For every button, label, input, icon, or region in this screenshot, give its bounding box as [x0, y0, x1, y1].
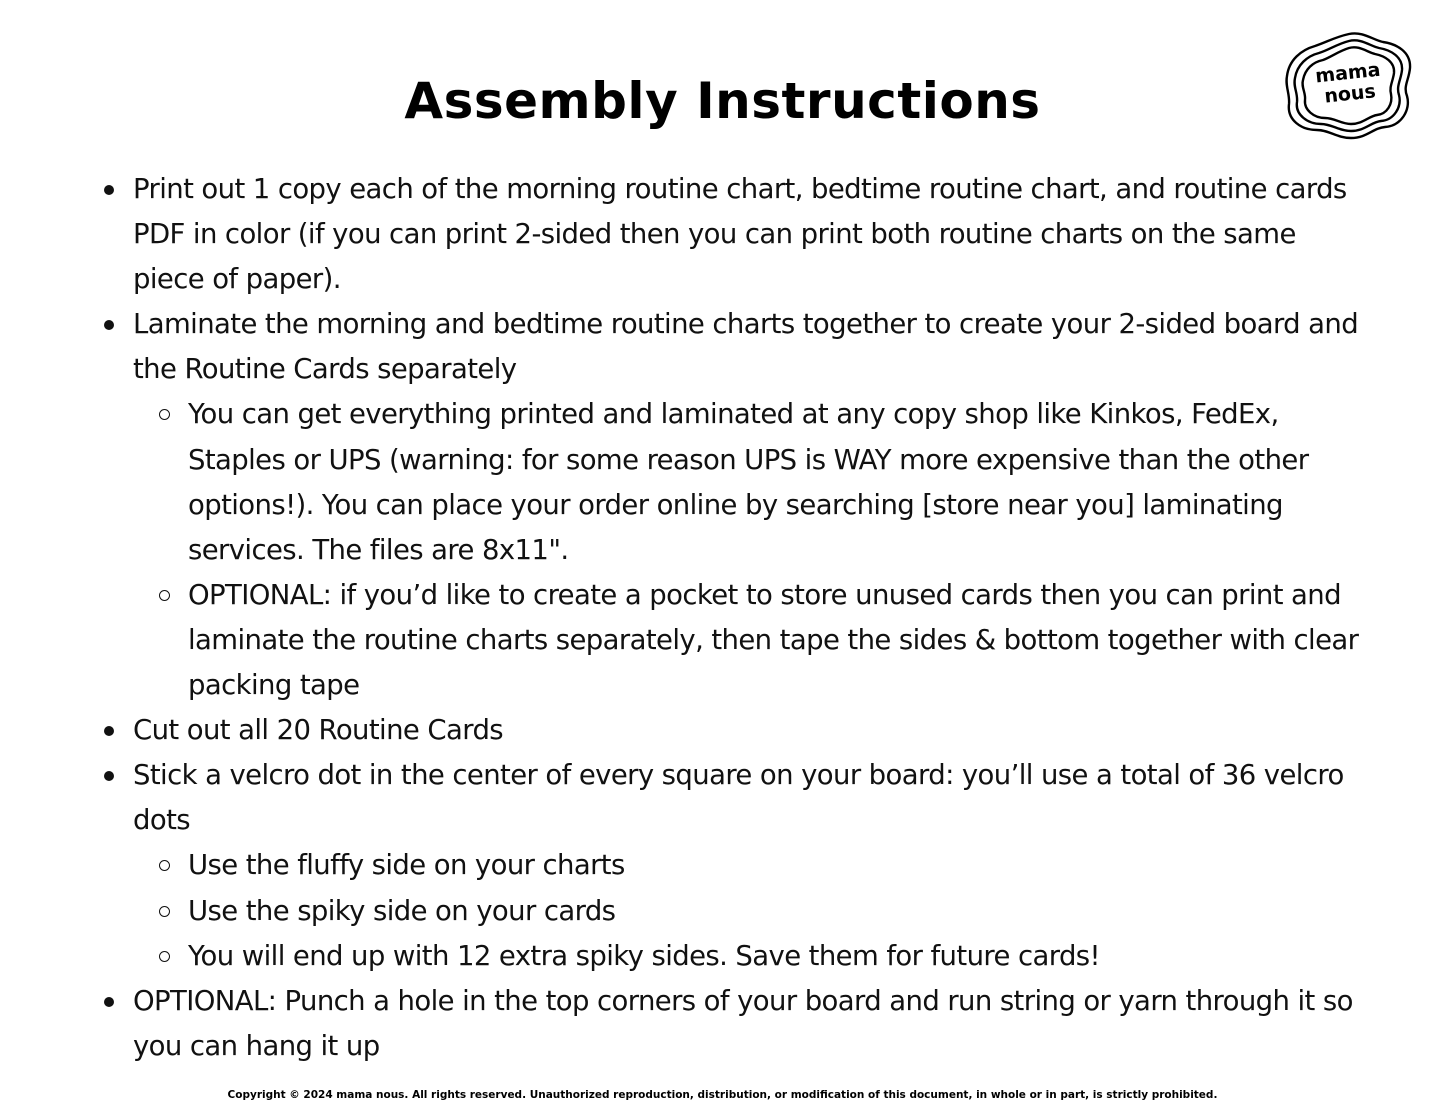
list-item-text: OPTIONAL: if you’d like to create a pocket to store unused cards then you can print and laminate the routine charts separately, then tape the sides & bottom together with clear packing tape	[188, 578, 1359, 702]
list-item	[0, 708, 1363, 753]
list-item-text: You will end up with 12 extra spiky sides. Save them for future cards!	[188, 939, 1100, 972]
logo-line-2: nous	[1323, 80, 1377, 108]
list-item-text: Cut out all 20 Routine Cards	[133, 714, 504, 747]
logo-line-1: mama	[1314, 58, 1382, 88]
sub-list-item	[0, 889, 1363, 934]
list-item-text: You can get everything printed and laminated at any copy shop like Kinkos, FedEx, Staples or UPS (warning: for some reason UPS is WAY more expensive than the other options!). You can place your order online by searching [store near you] laminating services. The files are 8x11".	[188, 398, 1309, 566]
bullet-circle-icon	[159, 951, 170, 962]
bullet-disc-icon	[104, 185, 114, 195]
list-item-text: Use the spiky side on your cards	[188, 894, 616, 927]
bullet-circle-icon	[159, 860, 170, 871]
bullet-disc-icon	[104, 997, 114, 1007]
bullet-disc-icon	[104, 320, 114, 330]
sub-list-item	[0, 573, 1363, 708]
bullet-circle-icon	[159, 409, 170, 420]
list-item-text: OPTIONAL: Punch a hole in the top corners of your board and run string or yarn through it so you can hang it up	[133, 984, 1353, 1062]
list-item	[0, 167, 1363, 302]
list-item-text: Print out 1 copy each of the morning routine chart, bedtime routine chart, and routine cards PDF in color (if you can print 2-sided then you can print both routine charts on the same piece of paper).	[133, 173, 1347, 296]
list-item-text: Laminate the morning and bedtime routine charts together to create your 2-sided board and the Routine Cards separately	[133, 308, 1359, 386]
bullet-circle-icon	[159, 906, 170, 917]
sub-list-item	[0, 934, 1363, 979]
list-item-text: Use the fluffy side on your charts	[188, 849, 625, 882]
bullet-disc-icon	[104, 726, 114, 736]
instructions-list	[0, 167, 1445, 1069]
list-item	[0, 979, 1363, 1069]
list-item-text: Stick a velcro dot in the center of every square on your board: you’ll use a total of 36 velcro dots	[133, 759, 1344, 837]
sub-list-item	[0, 843, 1363, 888]
list-item	[0, 753, 1363, 843]
instructions-body	[0, 167, 1445, 1069]
list-item	[0, 302, 1363, 392]
bullet-circle-icon	[159, 590, 170, 601]
bullet-disc-icon	[104, 771, 114, 781]
brand-logo	[1283, 30, 1415, 142]
copyright-footer: Copyright © 2024 mama nous. All rights reserved. Unauthorized reproduction, distribution, or modification of this document, in whole or in part, is strictly prohibited.	[227, 1089, 1218, 1101]
sub-list-item	[0, 392, 1363, 572]
page-title: Assembly Instructions	[404, 72, 1041, 130]
